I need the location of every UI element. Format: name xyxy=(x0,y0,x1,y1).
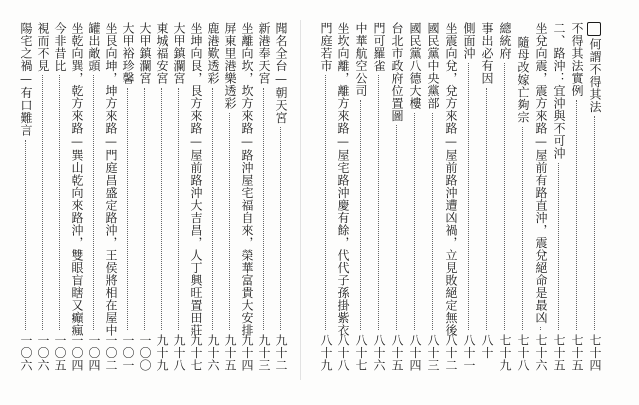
dot-leader xyxy=(229,113,230,330)
toc-entry-title: 隨母改嫁亡夠宗 xyxy=(516,36,530,124)
toc-entry-title: 視而不見 xyxy=(36,22,50,72)
dot-leader xyxy=(212,88,213,330)
dot-leader xyxy=(594,116,595,330)
dot-leader xyxy=(396,125,397,330)
dot-leader xyxy=(144,88,145,330)
toc-entry[interactable] xyxy=(271,0,291,405)
toc-entry-title: 聞名全台—朝天宮 xyxy=(274,22,288,124)
toc-entry-title: 鹿港歎透彩 xyxy=(206,22,220,85)
toc-page-number: 一〇一 xyxy=(121,334,135,372)
toc-page-number: 一〇六 xyxy=(19,334,33,372)
toc-entry-title: 屏東里港樂透彩 xyxy=(223,22,237,110)
toc-page-number: 七十四 xyxy=(588,334,602,372)
toc-page-number: 八十四 xyxy=(408,334,422,372)
dot-leader xyxy=(280,127,281,330)
toc-entry[interactable] xyxy=(441,0,461,405)
toc-page-number: 七十六 xyxy=(534,334,548,372)
dot-leader xyxy=(522,127,523,330)
toc-entry-title: 總統府 xyxy=(498,22,512,60)
toc-entry-title: 側面沖 xyxy=(462,22,476,60)
dot-leader xyxy=(161,88,162,330)
toc-page-number: 七十五 xyxy=(570,334,584,372)
toc-page-number: 九十二 xyxy=(274,334,288,372)
toc-page-number: 九十七 xyxy=(189,334,203,372)
toc-page-number: 一〇四 xyxy=(70,334,84,372)
toc-entry[interactable] xyxy=(567,0,587,405)
toc-page-number: 一〇二 xyxy=(104,334,118,372)
toc-entry[interactable] xyxy=(459,0,479,405)
toc-entry-title: 二、路沖：宜沖與不可沖 xyxy=(552,22,566,160)
toc-entry[interactable] xyxy=(333,0,353,405)
toc-page-number: 八十三 xyxy=(426,334,440,372)
toc-page-number: 八十九 xyxy=(319,334,333,372)
toc-page-number: 一〇五 xyxy=(53,334,67,372)
toc-entry[interactable] xyxy=(423,0,443,405)
dot-leader xyxy=(468,63,469,330)
toc-entry-title: 坐乾向巽，乾方來路—巽山乾向來路沖，雙眼盲瞎又癲瘋 xyxy=(70,22,84,337)
toc-entry[interactable] xyxy=(549,0,569,405)
toc-entry-title: 坐艮向坤，坤方來路—門庭昌盛定路沖，王侯將相在屋中 xyxy=(104,22,118,337)
dot-leader xyxy=(42,75,43,330)
dot-leader xyxy=(378,75,379,330)
toc-entry-title: 國民黨中央黨部 xyxy=(426,22,440,110)
toc-entry-title: 不得其法實例 xyxy=(570,22,584,97)
toc-page-number: 九十九 xyxy=(155,334,169,372)
toc-entry-title: 大甲鎮瀾宮 xyxy=(172,22,186,85)
toc-entry-title: 坐兌向震，震方來路—屋前有路直沖，震兌絕命是最凶 xyxy=(534,22,548,324)
toc-page-number: 七十八 xyxy=(516,334,530,372)
dot-leader xyxy=(414,113,415,330)
toc-entry[interactable] xyxy=(513,0,533,405)
dot-leader xyxy=(93,75,94,330)
toc-page-number: 九十三 xyxy=(257,334,271,372)
toc-page-number: 七十九 xyxy=(498,334,512,372)
toc-page-number: 九十五 xyxy=(223,334,237,372)
toc-entry-title: 何謂不得其法 xyxy=(588,38,602,113)
toc-entry[interactable] xyxy=(369,0,389,405)
toc-entry[interactable] xyxy=(495,0,515,405)
toc-page-number: 九十六 xyxy=(206,334,220,372)
toc-entry-title: 新港奉天宮 xyxy=(257,22,271,85)
toc-page-number: 八十一 xyxy=(462,334,476,372)
toc-page-number: 一〇六 xyxy=(36,334,50,372)
toc-entry-title: 陽宅之禍—有口難言 xyxy=(19,22,33,137)
toc-entry-title: 坐離向坎，坎方來路—路沖屋宅福自來，榮華富貴大安排 xyxy=(240,22,254,337)
toc-entry-title: 東城福安宮 xyxy=(155,22,169,85)
dot-leader xyxy=(540,327,541,330)
toc-page-number: 八十八 xyxy=(336,334,350,372)
toc-entry-title: 今非昔比 xyxy=(53,22,67,72)
toc-entry-title: 大甲裕珍馨 xyxy=(121,22,135,85)
toc-entry[interactable] xyxy=(351,0,371,405)
toc-entry-title: 坐坤向艮，艮方來路—屋前路沖大吉昌，人丁興旺置田莊 xyxy=(189,22,203,337)
dot-leader xyxy=(325,75,326,330)
toc-page-number: 一〇〇 xyxy=(138,334,152,372)
dot-leader xyxy=(263,88,264,330)
toc-entry-title: 事出必有因 xyxy=(480,22,494,85)
dot-leader xyxy=(576,100,577,330)
toc-page-number: 八十二 xyxy=(444,334,458,372)
dot-leader xyxy=(504,63,505,330)
toc-entry-title: 門可羅雀 xyxy=(372,22,386,72)
dot-leader xyxy=(59,75,60,330)
toc-page-number: 九十四 xyxy=(240,334,254,372)
toc-entry-title: 中華航空公司 xyxy=(354,22,368,97)
toc-entry[interactable] xyxy=(477,0,497,405)
dot-leader xyxy=(432,113,433,330)
toc-entry-title: 國民黨八德大樓 xyxy=(408,22,422,110)
toc-entry[interactable] xyxy=(585,0,605,405)
dot-leader xyxy=(127,88,128,330)
toc-entry[interactable] xyxy=(531,0,551,405)
toc-entry-title: 大甲鎮瀾宮 xyxy=(138,22,152,85)
toc-page-number: 八十 xyxy=(480,334,494,359)
bracket-mark-icon xyxy=(587,22,601,36)
toc-entry-title: 門庭若市 xyxy=(319,22,333,72)
dot-leader xyxy=(25,140,26,330)
dot-leader xyxy=(360,100,361,330)
toc-page-number: 八十六 xyxy=(372,334,386,372)
toc-entry[interactable] xyxy=(405,0,425,405)
toc-entry-title: 坐震向兌，兌方來路—屋前路沖遭凶禍，立見敗絕定無後 xyxy=(444,22,458,337)
toc-page-number: 八十五 xyxy=(390,334,404,372)
toc-page-number: 一〇四 xyxy=(87,334,101,372)
toc-page-number: 九十八 xyxy=(172,334,186,372)
toc-page-number: 八十七 xyxy=(354,334,368,372)
toc-page-number: 七十五 xyxy=(552,334,566,372)
toc-entry[interactable] xyxy=(387,0,407,405)
toc-entry-title: 罐出敵頭 xyxy=(87,22,101,72)
dot-leader xyxy=(558,163,559,330)
dot-leader xyxy=(178,88,179,330)
dot-leader xyxy=(486,88,487,330)
page-gutter xyxy=(300,20,301,380)
toc-entry-title: 台北市政府位置圖 xyxy=(390,22,404,122)
toc-entry-title: 坐坎向離，離方來路—屋宅路沖慶有餘，代代子孫掛紫衣 xyxy=(336,22,350,337)
